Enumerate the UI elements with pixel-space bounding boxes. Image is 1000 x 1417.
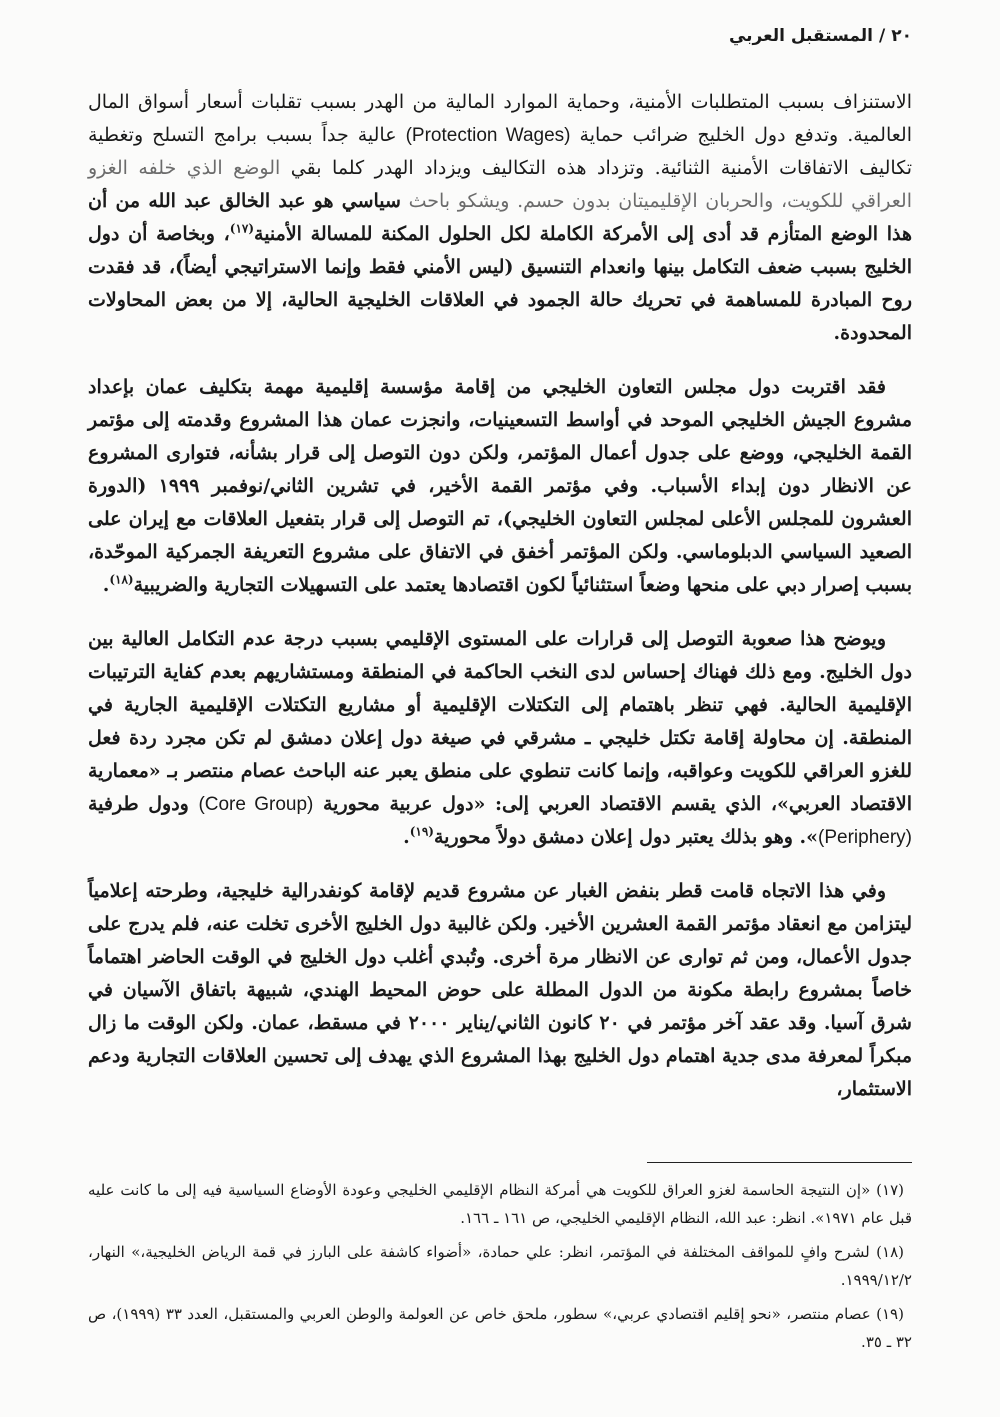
- journal-title: المستقبل العربي: [728, 26, 874, 46]
- footnote-18-text: لشرح وافٍ للمواقف المختلفة في المؤتمر، انظر: علي حمادة، «أضواء كاشفة على البارز في قمة الرياض الخليجية،» النهار، ١٩٩٩/١٢/٢.: [88, 1243, 912, 1289]
- paragraph-3-text-b: ودول طرفية: [88, 793, 199, 815]
- footnote-19-text: عصام منتصر، «نحو إقليم اقتصادي عربي،» سطور، ملحق خاص عن العولمة والوطن العربي والمستقبل، العدد ٣٣ (١٩٩٩)، ص ٣٢ ـ ٣٥.: [88, 1305, 912, 1351]
- body-text: [88, 86, 912, 1127]
- paragraph-2: [88, 371, 912, 602]
- paragraph-3-text-a: ويوضح هذا صعوبة التوصل إلى قرارات على المستوى الإقليمي بسبب درجة عدم التكامل العالية بين دول الخليج. ومع ذلك فهناك إحساس لدى النخب الحاكمة في المنطقة ومستشاريهم بعدم كفاية الترتيبات الإقليمية الحالية. فهي تنظر باهتمام إلى التكتلات الإقليمية أو مشاريع التكتلات الإقليمية الجارية في المنطقة. إن محاولة إقامة تكتل خليجي ـ مشرقي في صيغة دول إعلان دمشق لم تكن مجرد ردة فعل للغزو العراقي للكويت وعواقبه، وإنما كانت تنطوي على منطق يعبر عنه الباحث عصام منتصر بـ «معمارية الاقتصاد العربي»، الذي يقسم الاقتصاد العربي إلى: «دول عربية محورية: [88, 628, 912, 815]
- paragraph-4-text: وفي هذا الاتجاه قامت قطر بنفض الغبار عن مشروع قديم لإقامة كونفدرالية خليجية، وطرحته إعلامياً ليتزامن مع انعقاد مؤتمر القمة العشرين الأخير. ولكن غالبية دول الخليج الأخرى تخلت عنه، فلم يدرج على جدول الأعمال، ومن ثم توارى عن الانظار مرة أخرى. وتُبدي أغلب دول الخليج في الوقت الحاضر اهتماماً خاصاً بمشروع رابطة مكونة من الدول المطلة على حوض المحيط الهندي، شبيهة باتفاق الآسيان في شرق آسيا. وقد عقد آخر مؤتمر في ٢٠ كانون الثاني/يناير ٢٠٠٠ في مسقط، عمان. ولكن الوقت ما زال مبكراً لمعرفة مدى جدية اهتمام دول الخليج بهذا المشروع الذي يهدف إلى تحسين العلاقات التجارية ودعم الاستثمار،: [88, 880, 912, 1100]
- page-number: ٢٠: [891, 26, 912, 46]
- footnote-ref-19: (١٩): [409, 824, 434, 839]
- footnote-ref-18: (١٨): [109, 572, 134, 587]
- paragraph-3-text-c: ». وهو بذلك يعتبر دول إعلان دمشق دولاً محورية: [433, 826, 819, 848]
- paragraph-4: [88, 875, 912, 1106]
- footnote-ref-17: (١٧): [229, 221, 255, 236]
- footnote-19-number: (١٩): [876, 1305, 904, 1323]
- footnote-18-number: (١٨): [876, 1243, 904, 1261]
- running-head: [729, 26, 912, 46]
- running-head-separator: /: [879, 26, 886, 46]
- paragraph-1-faint-line: الوضع الذي خلفه الغزو العراقي للكويت، والحربان الإقليميتان بدون حسم. ويشكو باحث: [88, 157, 912, 212]
- footnote-17-text: «إن النتيجة الحاسمة لغزو العراق للكويت هي أمركة النظام الإقليمي الخليجي وعودة الأوضاع السياسية فيه إلى ما كانت عليه قبل عام ١٩٧١». انظر: عبد الله، النظام الإقليمي الخليجي، ص ١٦١ ـ ١٦٦.: [88, 1181, 912, 1227]
- paragraph-3: [88, 623, 912, 854]
- paragraph-1-text-b: عالية جداً بسبب برامج التسلح وتغطية تكاليف الاتفاقات الأمنية الثنائية. وتزداد هذه التكاليف ويزداد الهدر كلما بقي: [88, 124, 912, 179]
- footnote-17-number: (١٧): [876, 1181, 904, 1199]
- paragraph-3-latin-periphery: (Periphery): [818, 827, 912, 848]
- footnote-divider: [647, 1162, 912, 1163]
- paragraph-1: [88, 86, 912, 350]
- footnote-19: [88, 1300, 912, 1356]
- paragraph-2-text: فقد اقتربت دول مجلس التعاون الخليجي من إقامة مؤسسة إقليمية مهمة بتكليف عمان بإعداد مشروع الجيش الخليجي الموحد في أواسط التسعينيات، وانجزت عمان هذا المشروع وقدمته إلى مؤتمر القمة الخليجي، ووضع على جدول أعمال المؤتمر، ولكن دون التوصل إلى قرار بشأنه، فتوارى المشروع عن الانظار دون إبداء الأسباب. وفي مؤتمر القمة الأخير، في تشرين الثاني/نوفمبر ١٩٩٩ (الدورة العشرون للمجلس الأعلى لمجلس التعاون الخليجي)، تم التوصل إلى قرار بتفعيل العلاقات مع إيران على الصعيد السياسي الدبلوماسي. ولكن المؤتمر أخفق في الاتفاق على مشروع التعريفة الجمركية الموحّدة، بسبب إصرار دبي على منحها وضعاً استثنائياً لكون اقتصادها يعتمد على التسهيلات التجارية والضريبية: [88, 376, 912, 596]
- paragraph-3-end: .: [403, 826, 410, 848]
- paragraph-1-bold-a: سياسي هو عبد الخالق عبد الله من أن هذا الوضع المتأزم قد أدى إلى الأمركة الكاملة لكل الحلول المكنة للمسالة الأمنية: [88, 190, 912, 245]
- paragraph-2-end: .: [102, 574, 110, 596]
- footnotes: [88, 1176, 912, 1362]
- paragraph-1-text-a: الاستنزاف بسبب المتطلبات الأمنية، وحماية الموارد المالية من الهدر بسبب تقلبات أسعار أسواق المال العالمية. وتدفع دول الخليج ضرائب حماية: [88, 91, 912, 146]
- footnote-18: [88, 1238, 912, 1294]
- footnote-17: [88, 1176, 912, 1232]
- paragraph-1-bold-b: ، وبخاصة أن دول الخليج بسبب ضعف التكامل بينها وانعدام التنسيق (ليس الأمني فقط وإنما الاستراتيجي أيضاً)، قد فقدت روح المبادرة للمساهمة في تحريك حالة الجمود في العلاقات الخليجية الحالية، إلا من بعض المحاولات المحدودة.: [88, 223, 912, 344]
- paragraph-1-latin-term: (Protection Wages): [405, 125, 571, 146]
- paragraph-3-latin-core-group: (Core Group): [198, 794, 314, 815]
